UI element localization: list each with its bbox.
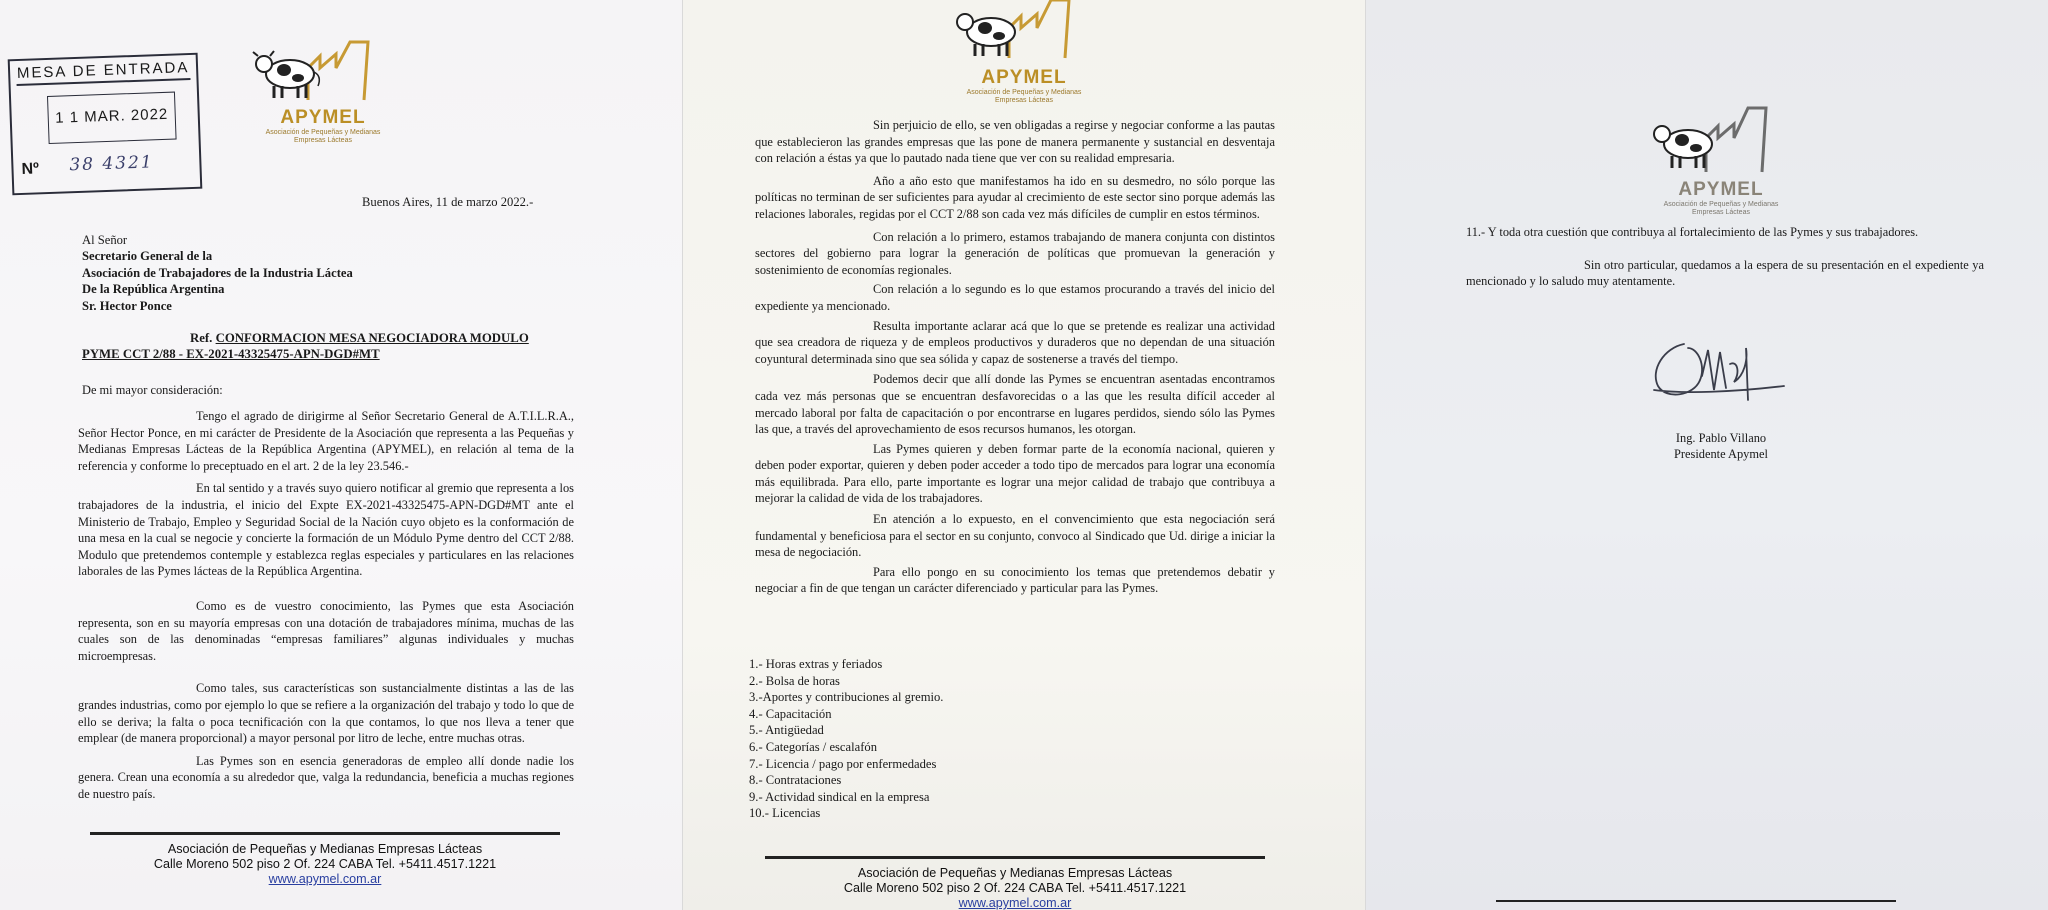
- topic-item-11: 11.- Y toda otra cuestión que contribuya al fortalecimiento de las Pymes y sus trabajadores.: [1466, 225, 1919, 239]
- logo-subtitle-2: Empresas Lácteas: [995, 97, 1053, 104]
- signature: [1644, 330, 1794, 412]
- list-item: 6.- Categorías / escalafón: [749, 739, 877, 754]
- cow-factory-icon: [238, 38, 408, 106]
- logo-subtitle-2: Empresas Lácteas: [1692, 209, 1750, 216]
- cow-factory-icon: [939, 0, 1109, 64]
- paragraph: Como es de vuestro conocimiento, las Pymes que esta Asociación representa, son en su mayoría empresas con una dotación de trabajadores mínima, muchas de las cuales son de las denominadas “empresas familiares” algunas individuales y muchas microempresas.: [78, 598, 574, 663]
- recipient-line: Al Señor: [82, 233, 128, 247]
- logo-subtitle-2: Empresas Lácteas: [294, 137, 352, 144]
- negotiation-topics-list: [749, 656, 1149, 822]
- paragraph: Sin perjuicio de ello, se ven obligadas a regirse y negociar conforme a las pautas que establecieron las grandes empresas que las pone de manera permanente y sustancial en desventaja con relación a éstas ya que lo pautado nada tiene que ver con su realidad empresaria.: [755, 118, 1275, 166]
- paragraph: Podemos decir que allí donde las Pymes se encuentran asentadas encontramos cada vez más personas que se encuentran desfavorecidas o a las que les resulta difícil acceder al mercado laboral por falta de capacitación o por encontrarse en lugares perdidos, siendo sólo las Pymes las que, a través del aprovechamiento de esos recursos humanos, les otorgan.: [755, 372, 1275, 437]
- footer-page-1: [90, 842, 560, 887]
- footer-website-link[interactable]: www.apymel.com.ar: [958, 896, 1072, 910]
- list-item: 3.-Aportes y contribuciones al gremio.: [749, 690, 944, 705]
- footer-address: Calle Moreno 502 piso 2 Of. 224 CABA Tel. +5411.4517.1221: [843, 881, 1187, 895]
- paragraph: En tal sentido y a través suyo quiero notificar al gremio que representa a los trabajadores de la industria, el inicio del Expte EX-2021-43325475-APN-DGD#MT ante el Ministerio de Trabajo, Empleo y Seguridad Social de la Nación cuyo objeto es la conformación de una mesa en la cual se negocie y concierte la formación de un Módulo Pyme dentro del CCT 2/88. Modulo que pretendemos contemple y establezca reglas especiales y particulares en las relaciones laborales de las Pymes lácteas de la República Argentina.: [78, 481, 574, 579]
- signer-name: Ing. Pablo Villano: [1675, 431, 1767, 445]
- stamp-title: MESA DE ENTRADA: [16, 59, 191, 86]
- cow-factory-icon: [1636, 102, 1806, 178]
- paragraph: Año a año esto que manifestamos ha ido en su desmedro, no sólo porque las políticas no terminan de ser suficientes para ayudar al crecimiento de este sector sino porque además las relaciones laborales, regidas por el CCT 2/88 son cada vez más difíciles de cumplir en estos términos.: [755, 173, 1275, 221]
- footer-org: Asociación de Pequeñas y Medianas Empresas Lácteas: [857, 866, 1173, 880]
- salutation: De mi mayor consideración:: [82, 383, 223, 397]
- list-item: 2.- Bolsa de horas: [749, 673, 840, 688]
- paragraph: Las Pymes quieren y deben formar parte de la economía nacional, quieren y deben poder exportar, quieren y deben poder acceder a todo tipo de mercados para lograr una economía más equilibrada. Para ello, parte importante es lograr una mejor calidad de trabajo que contribuya a mejorar la calidad de vida de los trabajadores.: [755, 441, 1275, 506]
- list-item: 4.- Capacitación: [749, 706, 832, 721]
- entry-stamp: [8, 53, 203, 196]
- list-item: 5.- Antigüedad: [749, 723, 824, 738]
- paragraph: Las Pymes son en esencia generadoras de empleo allí donde nadie los genera. Crean una economía a su alrededor que, valga la redundancia, beneficia a muchas regiones de nuestro país.: [78, 753, 574, 801]
- letter-page-1: [0, 0, 682, 910]
- apymel-logo: [939, 0, 1109, 104]
- list-item: 7.- Licencia / pago por enfermedades: [749, 756, 937, 771]
- paragraph: Con relación a lo segundo es lo que estamos procurando a través del inicio del expediente ya mencionado.: [755, 282, 1275, 313]
- body-text-page-1: [78, 408, 574, 802]
- reference-line-2: PYME CCT 2/88 - EX-2021-43325475-APN-DGD#MT: [82, 347, 380, 362]
- letter-date: Buenos Aires, 11 de marzo 2022.-: [362, 195, 534, 209]
- footer-website-link[interactable]: www.apymel.com.ar: [268, 872, 382, 886]
- logo-subtitle-1: Asociación de Pequeñas y Medianas: [1663, 201, 1779, 208]
- footer-page-2: [765, 866, 1265, 910]
- paragraph: Como tales, sus características son sustancialmente distintas a las de las grandes industrias, como por ejemplo lo que se refiere a la organización del trabajo y todo lo que de ello se deriva; la falta o poca tecnificación con la que contamos, lo que nos lleva a tener que emplear (de manera proporcional) a mayor personal por litro de leche, entre muchas otras.: [78, 681, 574, 746]
- recipient-line: Sr. Hector Ponce: [82, 298, 172, 313]
- footer-org: Asociación de Pequeñas y Medianas Empresas Lácteas: [167, 842, 483, 856]
- body-text-page-2: [755, 117, 1275, 597]
- footer-address: Calle Moreno 502 piso 2 Of. 224 CABA Tel. +5411.4517.1221: [153, 857, 497, 871]
- letter-page-3: [1366, 0, 2048, 910]
- stamp-number-label: Nº: [21, 160, 40, 178]
- reference-label: Ref.: [190, 331, 213, 345]
- list-item: 9.- Actividad sindical en la empresa: [749, 789, 930, 804]
- closing-paragraph: Sin otro particular, quedamos a la espera de su presentación en el expediente ya mencionado y lo saludo muy atentamente.: [1466, 257, 1984, 289]
- logo-wordmark: APYMEL: [1678, 179, 1764, 200]
- apymel-logo: [238, 38, 408, 144]
- body-text-page-3: [1466, 224, 1984, 290]
- recipient-line: De la República Argentina: [82, 282, 225, 297]
- list-item: 1.- Horas extras y feriados: [749, 657, 883, 671]
- stamp-number: 38 4321: [69, 152, 155, 176]
- footer-rule: [765, 856, 1265, 859]
- logo-wordmark: APYMEL: [280, 107, 366, 128]
- paragraph: Para ello pongo en su conocimiento los temas que pretendemos debatir y negociar a fin de que tengan un carácter diferenciado y particular para las Pymes.: [755, 564, 1275, 596]
- reference-line-1: CONFORMACION MESA NEGOCIADORA MODULO: [215, 331, 529, 345]
- paragraph: Resulta importante aclarar acá que lo que se pretende es realizar una actividad que sea creadora de riqueza y de empleos productivos y duraderos que no dependan de una situación coyuntural determinada sino que sea sólida y capaz de sostenerse a través del tiempo.: [755, 318, 1275, 366]
- paragraph: Con relación a lo primero, estamos trabajando de manera conjunta con distintos sectores del gobierno para lograr la generación de políticas que promuevan la generación y sostenimiento de economías regionales.: [755, 229, 1275, 277]
- paragraph: En atención a lo expuesto, en el convencimiento que esta negociación será fundamental y beneficiosa para el sector en su conjunto, convoco al Sindicado que Ud. dirige a iniciar la mesa de negociación.: [755, 512, 1275, 560]
- signer-block: [1616, 430, 1826, 462]
- logo-subtitle-1: Asociación de Pequeñas y Medianas: [265, 129, 381, 136]
- apymel-logo: [1636, 102, 1806, 214]
- recipient-line: Secretario General de la: [82, 249, 213, 264]
- paragraph: Tengo el agrado de dirigirme al Señor Secretario General de A.T.I.L.R.A., Señor Hector Ponce, en mi carácter de Presidente de la Asociación que representa a las Pequeñas y Medianas Empresas Lácteas de la República Argentina (APYMEL), en relación al tema de la referencia y conforme lo preceptuado en el art. 2 de la ley 23.546.-: [78, 409, 574, 473]
- footer-rule: [90, 832, 560, 835]
- stamp-date: 1 1 MAR. 2022: [54, 105, 169, 127]
- list-item: 8.- Contrataciones: [749, 773, 842, 788]
- list-item: 10.- Licencias: [749, 806, 821, 821]
- stamp-date-box: [47, 92, 177, 144]
- letter-page-2: [683, 0, 1365, 910]
- signer-title: Presidente Apymel: [1674, 447, 1768, 461]
- footer-rule: [1496, 900, 1896, 902]
- reference-block: [82, 330, 532, 363]
- logo-subtitle-1: Asociación de Pequeñas y Medianas: [966, 89, 1082, 96]
- recipient-block: [82, 232, 353, 314]
- logo-wordmark: APYMEL: [981, 67, 1067, 88]
- recipient-line: Asociación de Trabajadores de la Industria Láctea: [82, 265, 353, 280]
